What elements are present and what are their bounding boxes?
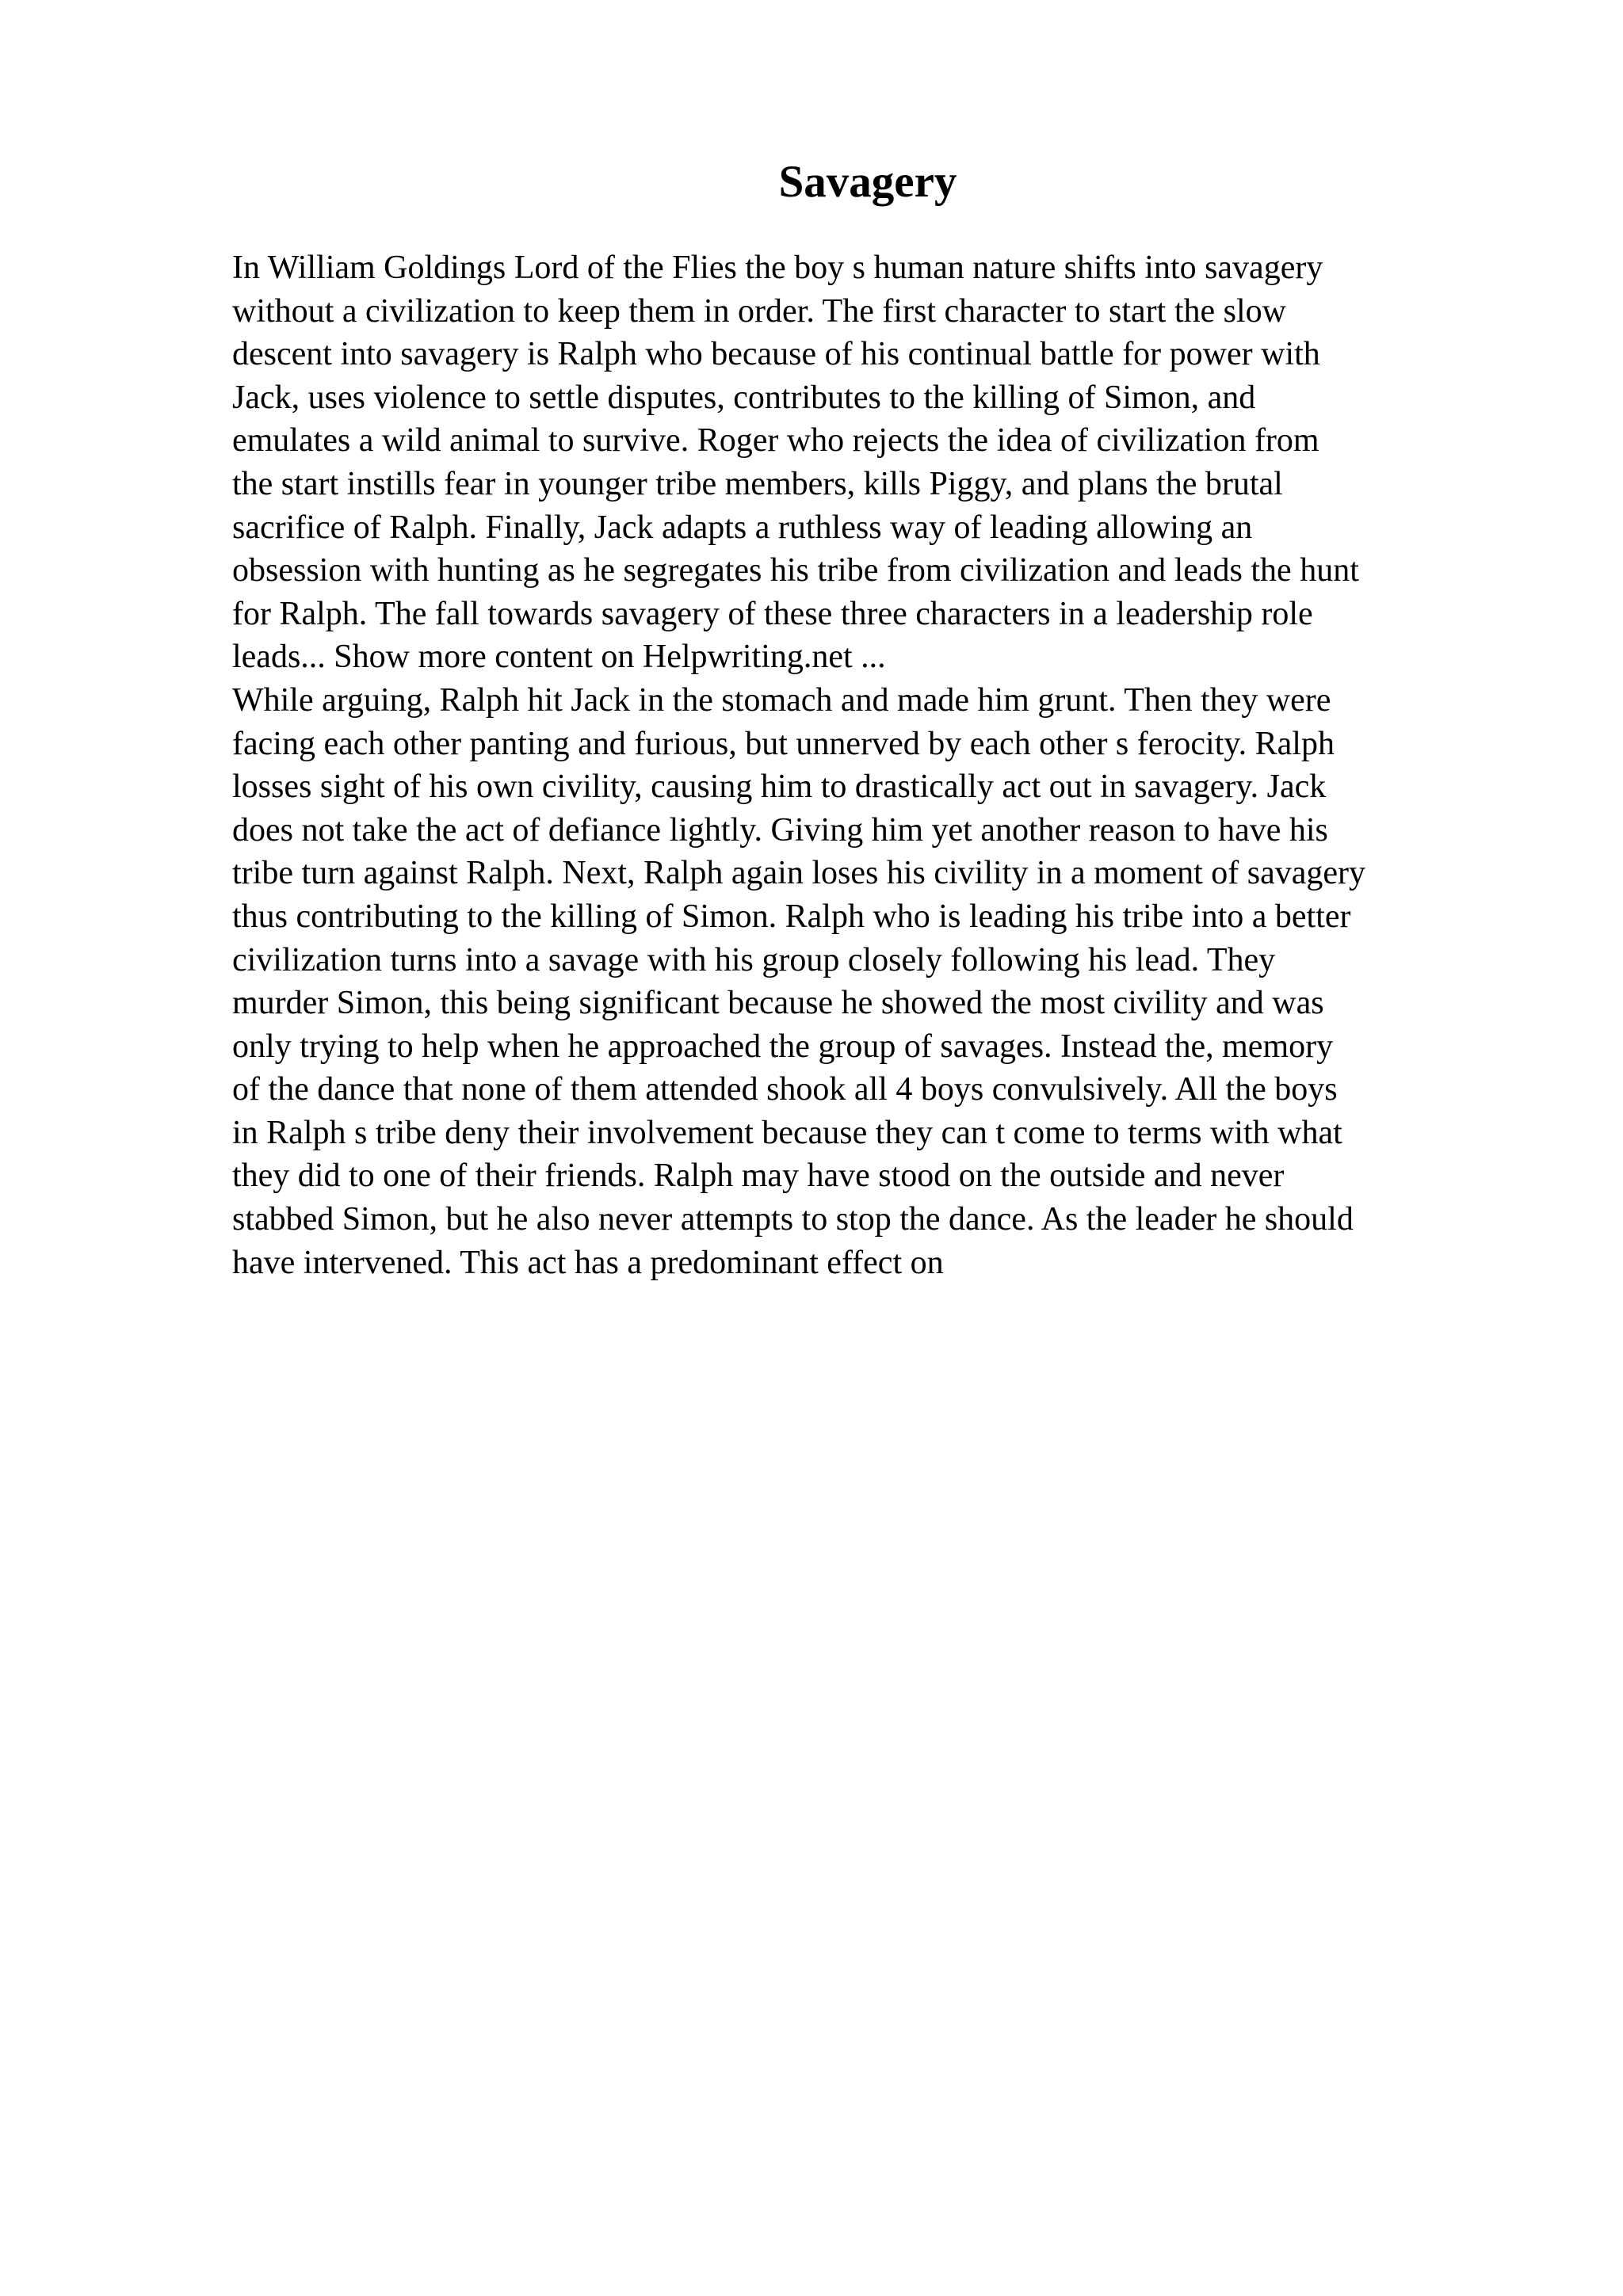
text-line: only trying to help when he approached the group of savages. Instead the, memory <box>232 1028 1334 1065</box>
text-line: of the dance that none of them attended shook all 4 boys convulsively. All the boys <box>232 1071 1338 1108</box>
text-line: emulates a wild animal to survive. Roger who rejects the idea of civilization from <box>232 422 1319 460</box>
essay-body <box>232 246 1595 1284</box>
text-line: In William Goldings Lord of the Flies the boy s human nature shifts into savagery <box>232 250 1323 286</box>
text-line: have intervened. This act has a predominant effect on <box>232 1244 944 1281</box>
text-line: does not take the act of defiance lightly. Giving him yet another reason to have his <box>232 811 1328 849</box>
text-line: While arguing, Ralph hit Jack in the stomach and made him grunt. Then they were <box>232 681 1331 719</box>
text-line: they did to one of their friends. Ralph may have stood on the outside and never <box>232 1158 1285 1195</box>
text-line: losses sight of his own civility, causing him to drastically act out in savagery. Jack <box>232 769 1327 806</box>
text-line: leads... Show more content on Helpwriting.net ... <box>232 639 886 676</box>
text-line: without a civilization to keep them in order. The first character to start the slow <box>232 292 1286 330</box>
text-line: stabbed Simon, but he also never attempts to stop the dance. As the leader he should <box>232 1201 1354 1238</box>
text-line: thus contributing to the killing of Simon. Ralph who is leading his tribe into a better <box>232 898 1351 935</box>
text-line: murder Simon, this being significant because he showed the most civility and was <box>232 985 1324 1022</box>
text-line: civilization turns into a savage with his group closely following his lead. They <box>232 941 1276 978</box>
document-title: Savagery <box>778 157 957 207</box>
text-line: for Ralph. The fall towards savagery of these three characters in a leadership role <box>232 595 1313 632</box>
text-line: in Ralph s tribe deny their involvement because they can t come to terms with what <box>232 1114 1342 1151</box>
text-line: obsession with hunting as he segregates his tribe from civilization and leads the hunt <box>232 552 1359 589</box>
text-line: facing each other panting and furious, but unnerved by each other s ferocity. Ralph <box>232 725 1335 762</box>
text-line: tribe turn against Ralph. Next, Ralph again loses his civility in a moment of savagery <box>232 855 1366 892</box>
text-line: sacrifice of Ralph. Finally, Jack adapts a ruthless way of leading allowing an <box>232 509 1253 546</box>
text-line: Jack, uses violence to settle disputes, contributes to the killing of Simon, and <box>232 379 1256 416</box>
text-line: the start instills fear in younger tribe members, kills Piggy, and plans the brutal <box>232 465 1283 502</box>
text-line: descent into savagery is Ralph who because of his continual battle for power with <box>232 336 1320 373</box>
